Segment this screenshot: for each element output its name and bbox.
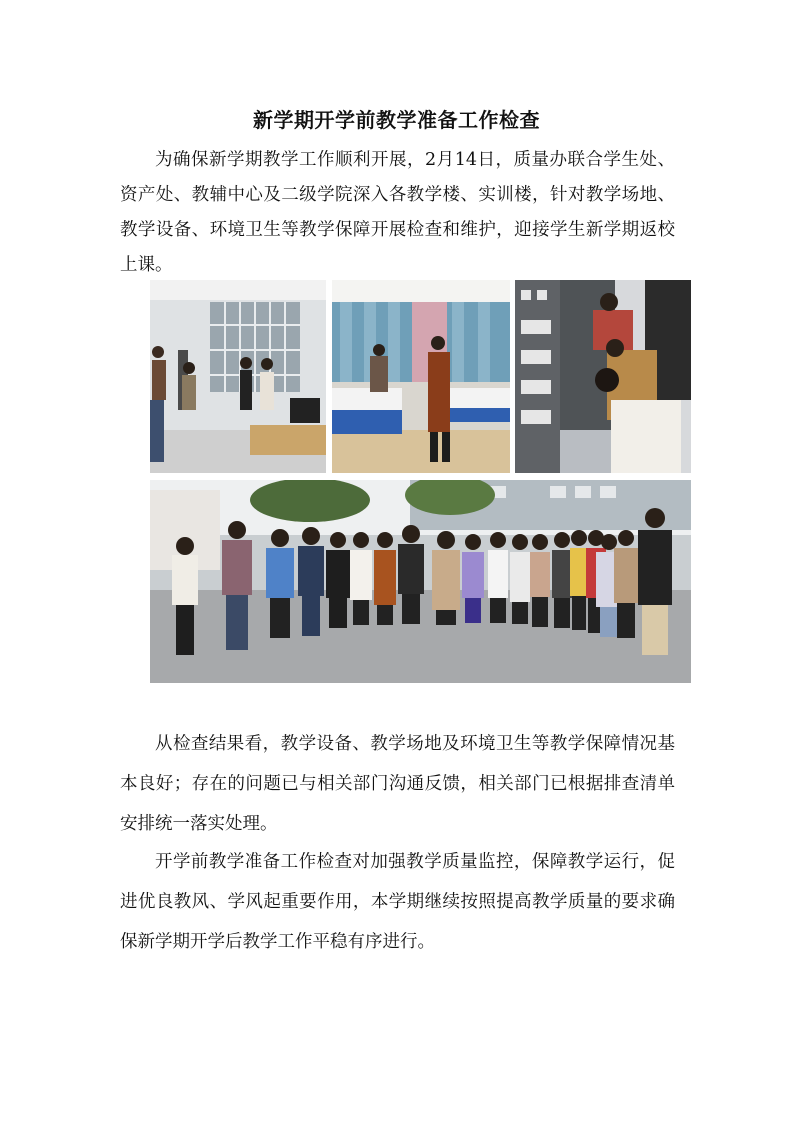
photo-nursing-ward — [332, 280, 510, 473]
paragraph-conclusion: 开学前教学准备工作检查对加强教学质量监控，保障教学运行，促进优良教风、学风起重要作用，本学期继续按照提高教学质量的要求确保新学期开学后教学工作平稳有序进行。 — [120, 852, 675, 952]
paragraph-results: 从检查结果看，教学设备、教学场地及环境卫生等教学保障情况基本良好；存在的问题已与相关部门沟通反馈，相关部门已根据排查清单安排统一落实处理。 — [120, 734, 675, 834]
document-title: 新学期开学前教学准备工作检查 — [253, 108, 540, 132]
paragraph-intro: 为确保新学期教学工作顺利开展，2月14日，质量办联合学生处、资产处、教辅中心及二级学院深入各教学楼、实训楼，针对教学场地、教学设备、环境卫生等教学保障开展检查和维护，迎接学生新学期返校上课。 — [120, 150, 675, 275]
photo-classroom-inspection — [150, 280, 326, 473]
photo-group-outdoor — [150, 480, 691, 683]
photo-equipment-inspection — [515, 280, 691, 473]
